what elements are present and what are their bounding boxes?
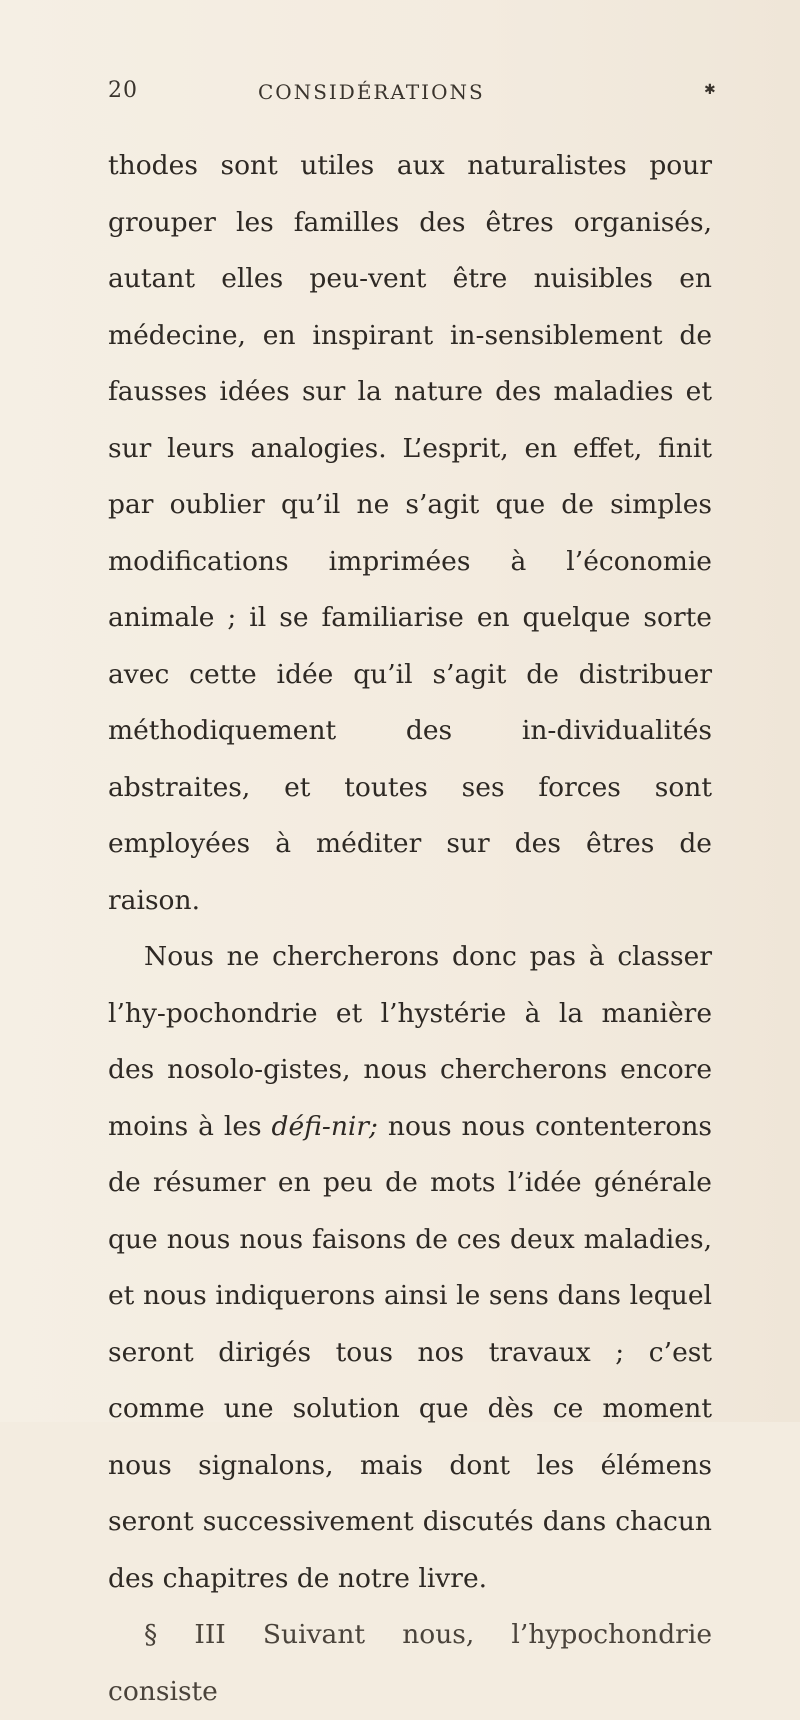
page-header [108, 78, 716, 118]
paragraph-2 [108, 929, 712, 1607]
paragraph-2-part-a: Nous ne chercherons donc pas à classer l’hy-pochondrie et l’hystérie à la manière des nosolo-gistes, nous chercherons encore moins à les [108, 941, 712, 1142]
body-text [108, 138, 712, 1720]
running-head: CONSIDÉRATIONS [258, 80, 485, 104]
paragraph-2-italic: défi-nir; [271, 1110, 378, 1142]
page-number: 20 [108, 78, 138, 103]
paragraph-3-line: § III Suivant nous, l’hypochondrie consiste [108, 1619, 712, 1707]
paragraph-2-part-b: nous nous contenterons de résumer en peu de mots l’idée générale que nous nous faisons de ces deux maladies, et nous indiquerons ainsi le sens dans lequel seront dirigés tous nos travaux ; c’est comme une solution que dès ce moment nous signalons, mais dont les élémens seront successivement discutés dans chacun des chapitres de notre livre. [108, 1110, 712, 1594]
paragraph-1: thodes sont utiles aux naturalistes pour grouper les familles des êtres organisés, autant elles peu-vent être nuisibles en médecine, en inspirant in-sensiblement de fausses idées sur la nature des maladies et sur leurs analogies. L’esprit, en effet, finit par oublier qu’il ne s’agit que de simples modifications imprimées à l’économie animale ; il se familiarise en quelque sorte avec cette idée qu’il s’agit de distribuer méthodiquement des in-dividualités abstraites, et toutes ses forces sont employées à méditer sur des êtres de raison. [108, 150, 712, 916]
paragraph-3 [108, 1607, 712, 1720]
printer-mark: ✱ [704, 82, 716, 98]
